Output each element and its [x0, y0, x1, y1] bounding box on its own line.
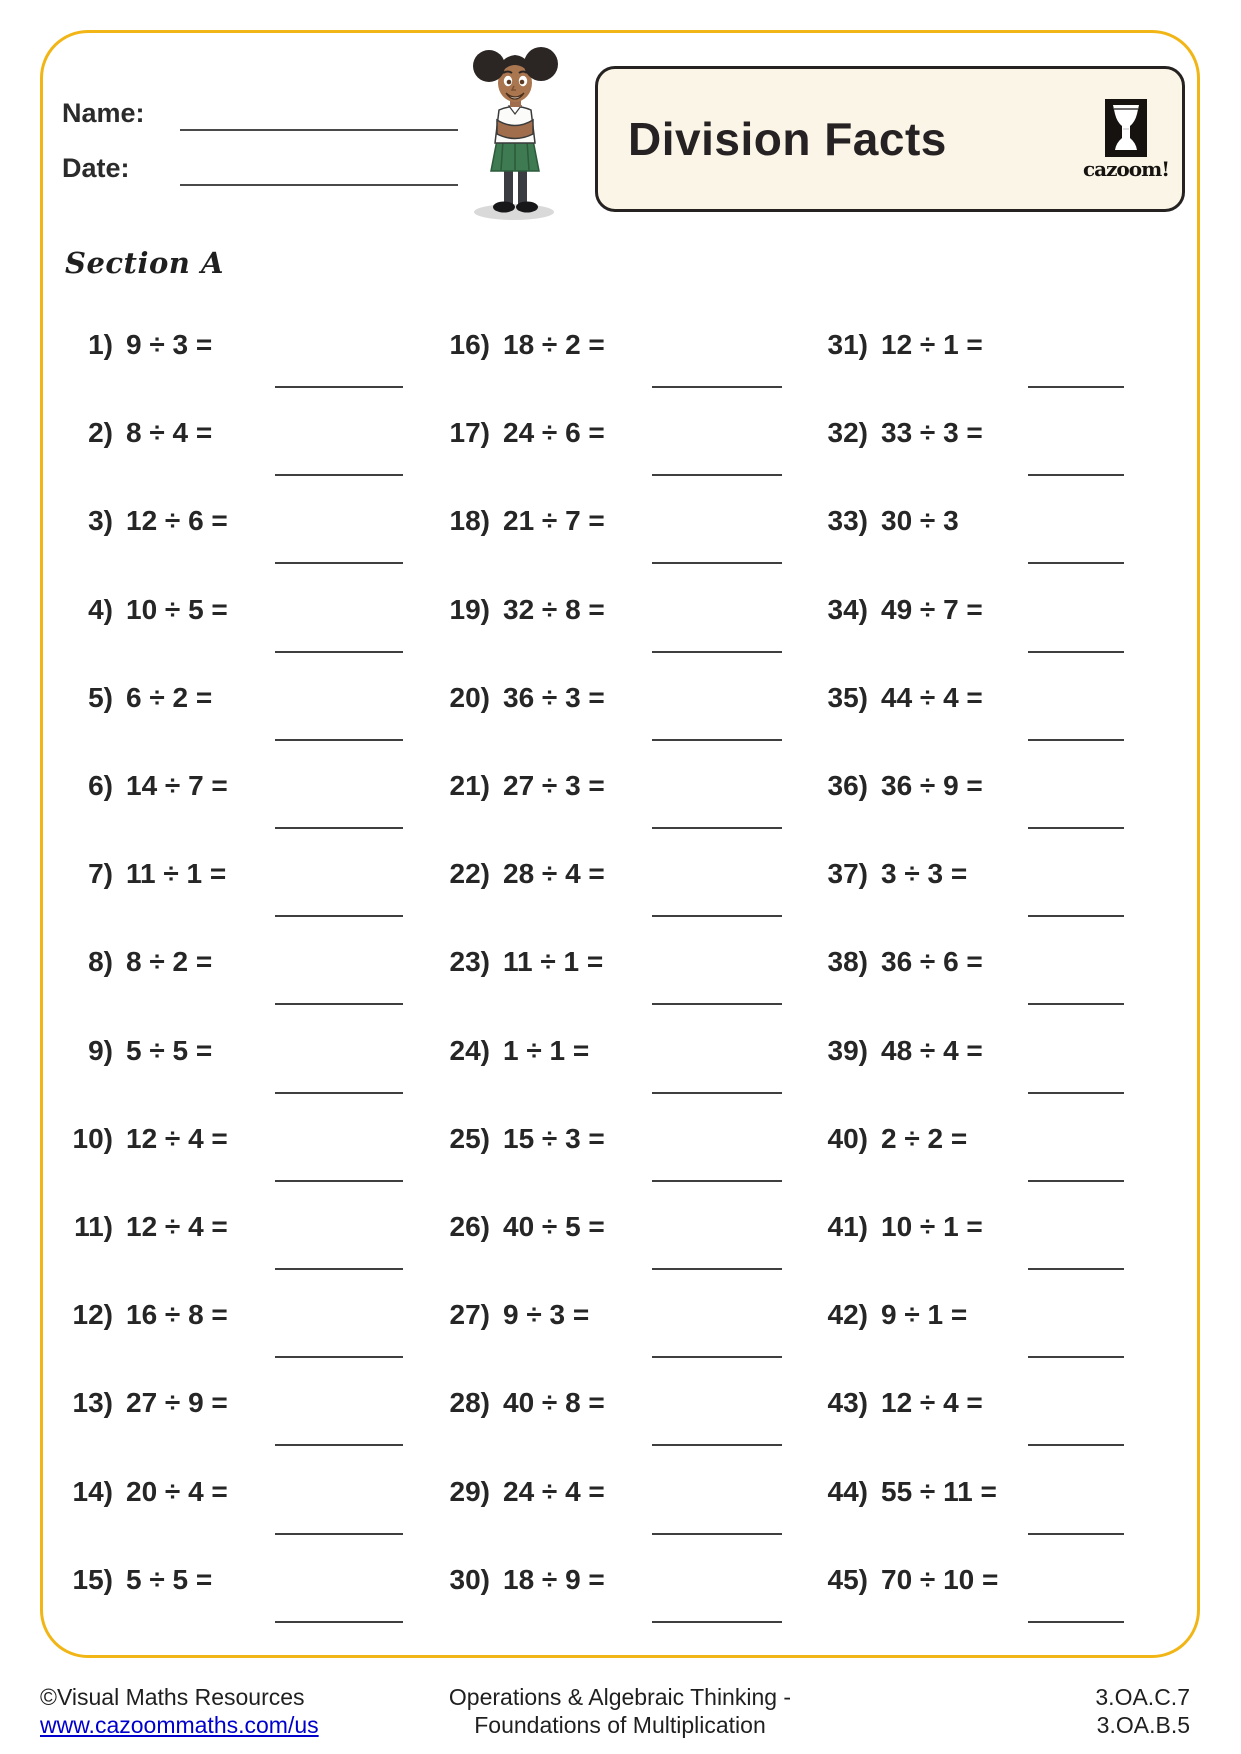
footer-left: [40, 1684, 400, 1739]
answer-line: [652, 1003, 782, 1005]
answer-line: [1028, 386, 1124, 388]
answer-line: [275, 474, 403, 476]
problem-expression: 48 ÷ 4 =: [881, 1035, 983, 1066]
problem-number: 29): [449, 1476, 490, 1507]
problem-expression: 12 ÷ 4 =: [126, 1211, 228, 1242]
problem-expression: 2 ÷ 2 =: [881, 1123, 968, 1154]
cazoom-logo: [1076, 99, 1176, 181]
problem-expression: 12 ÷ 6 =: [126, 505, 228, 536]
problem-number: 15): [72, 1564, 113, 1595]
answer-line: [275, 1533, 403, 1535]
cazoom-logo-text: cazoom!: [1082, 157, 1170, 181]
problem-number: 20): [449, 682, 490, 713]
answer-line: [652, 386, 782, 388]
problem-expression: 32 ÷ 8 =: [503, 594, 605, 625]
footer-right: [990, 1684, 1190, 1739]
problem-number: 11): [74, 1211, 113, 1242]
problem-number: 45): [827, 1564, 868, 1595]
answer-line: [1028, 1621, 1124, 1623]
problem-expression: 40 ÷ 5 =: [503, 1211, 605, 1242]
problem-expression: 44 ÷ 4 =: [881, 682, 983, 713]
answer-line: [275, 1444, 403, 1446]
problem-expression: 8 ÷ 2 =: [126, 946, 213, 977]
answer-line: [275, 739, 403, 741]
answer-line: [1028, 1268, 1124, 1270]
problem-expression: 30 ÷ 3: [881, 505, 959, 536]
worksheet-title: Division Facts: [628, 113, 947, 165]
problem-expression: 5 ÷ 5 =: [126, 1035, 213, 1066]
problem-number: 27): [449, 1299, 490, 1330]
answer-line: [1028, 739, 1124, 741]
answer-line: [1028, 1356, 1124, 1358]
problem-number: 31): [827, 329, 868, 360]
problem-number: 26): [449, 1211, 490, 1242]
problem-number: 38): [827, 946, 868, 977]
problem-expression: 9 ÷ 3 =: [126, 329, 213, 360]
name-label: Name:: [62, 98, 145, 128]
problem-expression: 18 ÷ 9 =: [503, 1564, 605, 1595]
problem-expression: 21 ÷ 7 =: [503, 505, 605, 536]
problem-number: 22): [449, 858, 490, 889]
problem-expression: 1 ÷ 1 =: [503, 1035, 590, 1066]
answer-line: [1028, 651, 1124, 653]
problem-expression: 16 ÷ 8 =: [126, 1299, 228, 1330]
problem-number: 35): [827, 682, 868, 713]
date-label: Date:: [62, 153, 130, 183]
answer-line: [1028, 915, 1124, 917]
problem-number: 17): [449, 417, 490, 448]
problem-expression: 3 ÷ 3 =: [881, 858, 968, 889]
answer-line: [275, 1356, 403, 1358]
problem-number: 13): [72, 1387, 113, 1418]
footer-standard2: 3.OA.B.5: [1096, 1711, 1190, 1738]
problem-number: 42): [827, 1299, 868, 1330]
problem-expression: 27 ÷ 9 =: [126, 1387, 228, 1418]
answer-line: [652, 827, 782, 829]
problem-expression: 15 ÷ 3 =: [503, 1123, 605, 1154]
answer-line: [652, 562, 782, 564]
answer-line: [275, 1092, 403, 1094]
problem-expression: 11 ÷ 1 =: [503, 946, 604, 977]
problem-number: 36): [827, 770, 868, 801]
problem-expression: 8 ÷ 4 =: [126, 417, 213, 448]
name-line: [180, 101, 458, 131]
problem-expression: 5 ÷ 5 =: [126, 1564, 213, 1595]
answer-line: [652, 915, 782, 917]
problem-number: 5): [88, 682, 113, 713]
answer-line: [652, 1621, 782, 1623]
problem-number: 32): [827, 417, 868, 448]
problem-number: 44): [827, 1476, 868, 1507]
answer-line: [275, 651, 403, 653]
problem-number: 25): [449, 1123, 490, 1154]
answer-line: [275, 1003, 403, 1005]
problem-number: 7): [88, 858, 113, 889]
problem-expression: 9 ÷ 3 =: [503, 1299, 590, 1330]
answer-line: [275, 1621, 403, 1623]
problem-number: 39): [827, 1035, 868, 1066]
footer-standard1: 3.OA.C.7: [1095, 1684, 1190, 1710]
problem-number: 19): [449, 594, 490, 625]
answer-line: [1028, 1003, 1124, 1005]
answer-line: [652, 1180, 782, 1182]
problem-expression: 49 ÷ 7 =: [881, 594, 983, 625]
answer-line: [1028, 1444, 1124, 1446]
answer-line: [652, 474, 782, 476]
problem-number: 9): [88, 1035, 113, 1066]
answer-line: [275, 386, 403, 388]
answer-line: [652, 1533, 782, 1535]
problem-expression: 6 ÷ 2 =: [126, 682, 213, 713]
girl-mascot-illustration: [456, 40, 576, 222]
problem-number: 3): [88, 505, 113, 536]
problem-number: 40): [827, 1123, 868, 1154]
problem-expression: 12 ÷ 1 =: [881, 329, 983, 360]
problem-expression: 36 ÷ 9 =: [881, 770, 983, 801]
problem-number: 43): [827, 1387, 868, 1418]
answer-line: [275, 562, 403, 564]
answer-line: [652, 1356, 782, 1358]
problem-expression: 24 ÷ 6 =: [503, 417, 605, 448]
problem-number: 10): [72, 1123, 113, 1154]
problem-number: 34): [827, 594, 868, 625]
answer-line: [1028, 474, 1124, 476]
answer-line: [1028, 1533, 1124, 1535]
answer-line: [652, 651, 782, 653]
footer-center: [400, 1684, 840, 1739]
footer-website-link[interactable]: www.cazoommaths.com/us: [40, 1711, 319, 1738]
problem-expression: 28 ÷ 4 =: [503, 858, 605, 889]
problem-number: 28): [449, 1387, 490, 1418]
problem-number: 24): [449, 1035, 490, 1066]
section-heading: Section A: [65, 246, 224, 280]
answer-line: [1028, 562, 1124, 564]
problem-number: 21): [449, 770, 490, 801]
problem-expression: 20 ÷ 4 =: [126, 1476, 228, 1507]
problem-expression: 33 ÷ 3 =: [881, 417, 983, 448]
answer-line: [1028, 827, 1124, 829]
problem-expression: 24 ÷ 4 =: [503, 1476, 605, 1507]
problem-expression: 9 ÷ 1 =: [881, 1299, 968, 1330]
problem-number: 33): [827, 505, 868, 536]
problem-number: 1): [88, 329, 113, 360]
problem-expression: 40 ÷ 8 =: [503, 1387, 605, 1418]
problem-expression: 18 ÷ 2 =: [503, 329, 605, 360]
problem-number: 41): [827, 1211, 868, 1242]
problem-number: 2): [88, 417, 113, 448]
problem-number: 8): [88, 946, 113, 977]
footer-copyright: ©Visual Maths Resources: [40, 1684, 305, 1710]
date-line: [180, 156, 458, 186]
problem-expression: 27 ÷ 3 =: [503, 770, 605, 801]
problem-number: 30): [449, 1564, 490, 1595]
problem-number: 6): [88, 770, 113, 801]
problem-expression: 12 ÷ 4 =: [126, 1123, 228, 1154]
answer-line: [275, 1268, 403, 1270]
problem-expression: 10 ÷ 1 =: [881, 1211, 983, 1242]
problem-expression: 14 ÷ 7 =: [126, 770, 228, 801]
problem-expression: 36 ÷ 3 =: [503, 682, 605, 713]
problem-expression: 12 ÷ 4 =: [881, 1387, 983, 1418]
problem-expression: 55 ÷ 11 =: [881, 1476, 997, 1507]
problem-number: 18): [449, 505, 490, 536]
djembe-drum-icon: [1105, 99, 1147, 157]
answer-line: [275, 1180, 403, 1182]
answer-line: [652, 739, 782, 741]
problem-expression: 11 ÷ 1 =: [126, 858, 227, 889]
problem-expression: 70 ÷ 10 =: [881, 1564, 999, 1595]
answer-line: [652, 1444, 782, 1446]
title-banner: [595, 66, 1185, 212]
answer-line: [275, 915, 403, 917]
answer-line: [275, 827, 403, 829]
answer-line: [1028, 1092, 1124, 1094]
problem-number: 23): [449, 946, 490, 977]
footer-topic-line1: Operations & Algebraic Thinking -: [448, 1684, 792, 1710]
answer-line: [652, 1268, 782, 1270]
problem-expression: 10 ÷ 5 =: [126, 594, 228, 625]
footer-topic-line2: Foundations of Multiplication: [474, 1711, 766, 1738]
problem-number: 12): [72, 1299, 113, 1330]
answer-line: [652, 1092, 782, 1094]
problem-number: 37): [827, 858, 868, 889]
problem-number: 14): [72, 1476, 113, 1507]
problem-expression: 36 ÷ 6 =: [881, 946, 983, 977]
problem-number: 4): [88, 594, 113, 625]
answer-line: [1028, 1180, 1124, 1182]
problem-number: 16): [449, 329, 490, 360]
